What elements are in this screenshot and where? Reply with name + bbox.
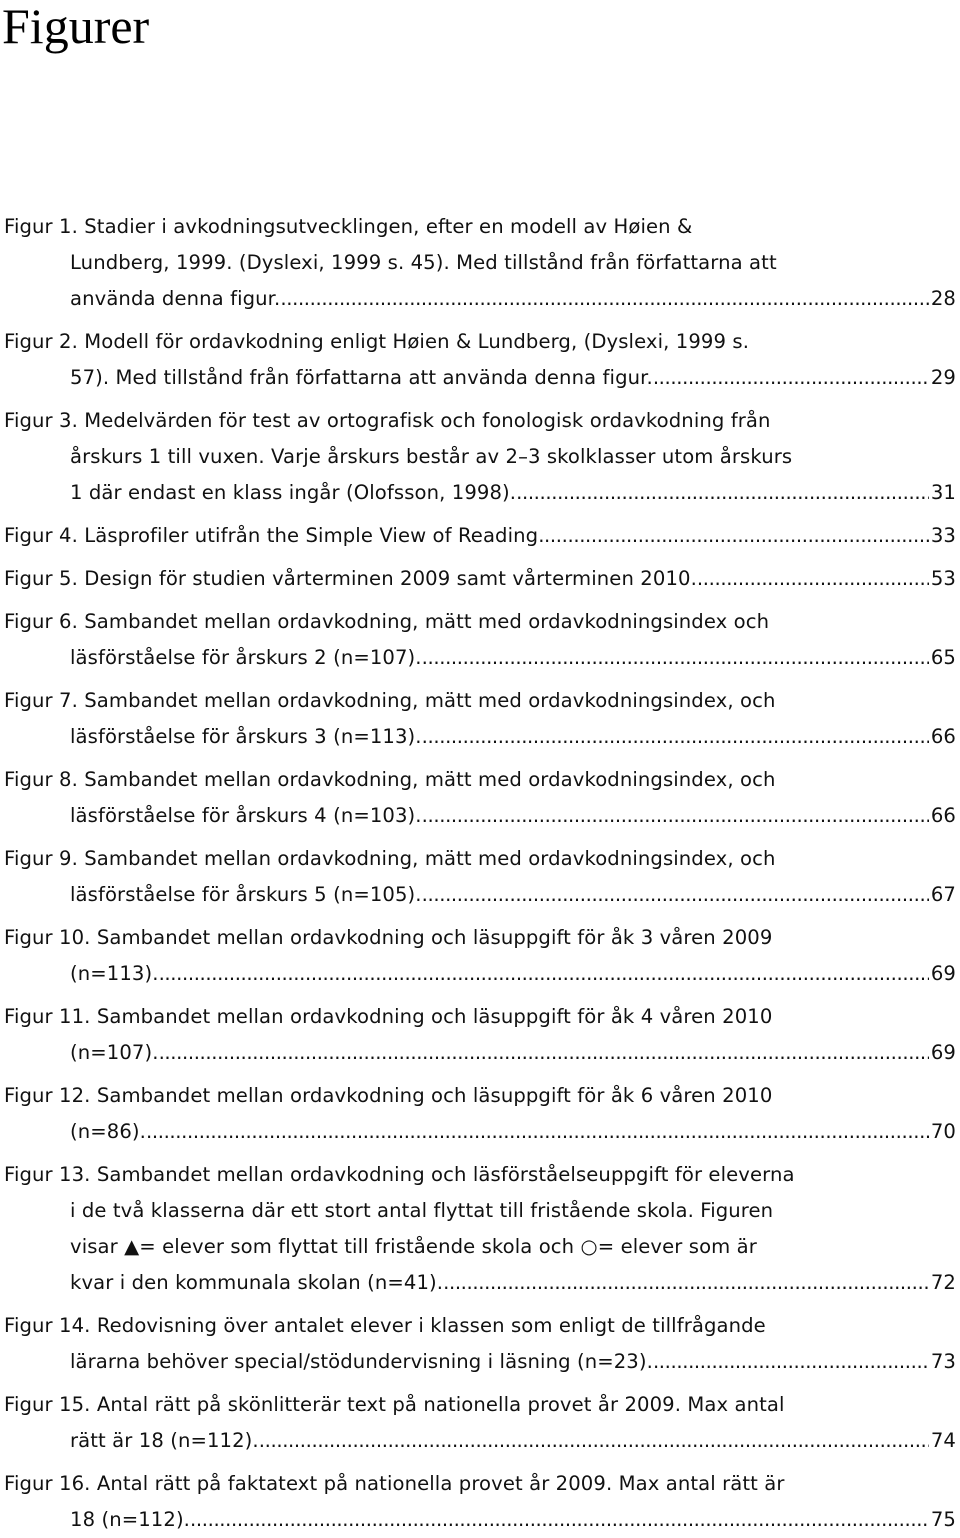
figure-entry[interactable] <box>4 561 956 597</box>
figure-entry[interactable] <box>4 604 956 676</box>
figure-entry-text: 18 (n=112). <box>70 1508 191 1531</box>
figure-entry-line: Figur 16. Antal rätt på faktatext på nationella provet år 2009. Max antal rätt är <box>4 1472 785 1495</box>
figure-entry-text: läsförståelse för årskurs 2 (n=107). <box>70 646 422 669</box>
figure-entry-last-line <box>4 956 956 992</box>
figure-entry-line: Figur 14. Redovisning över antalet elever i klassen som enligt de tillfrågande <box>4 1314 766 1337</box>
figure-entry[interactable] <box>4 1078 956 1150</box>
page-number: 65 <box>930 646 956 669</box>
figure-entry[interactable] <box>4 518 956 554</box>
page-number: 69 <box>930 1041 956 1064</box>
figure-entry-line: Figur 2. Modell för ordavkodning enligt Høien & Lundberg, (Dyslexi, 1999 s. <box>4 330 750 353</box>
dot-leader <box>190 1502 929 1538</box>
figure-entry-line: Figur 1. Stadier i avkodningsutvecklingen, efter en modell av Høien & <box>4 215 693 238</box>
figure-entry-text: (n=86). <box>70 1120 146 1143</box>
figure-entry[interactable] <box>4 1387 956 1459</box>
dot-leader <box>443 1265 929 1301</box>
dot-leader <box>159 1035 929 1071</box>
figure-entry-line: Figur 13. Sambandet mellan ordavkodning och läsförståelseuppgift för eleverna <box>4 1163 795 1186</box>
figure-entry[interactable] <box>4 999 956 1071</box>
dot-leader <box>159 956 929 992</box>
figure-entry-last-line <box>4 475 956 511</box>
figure-entry-text: (n=107). <box>70 1041 159 1064</box>
figure-entry-line: Figur 3. Medelvärden för test av ortografisk och fonologisk ordavkodning från <box>4 409 771 432</box>
page-number: 29 <box>930 366 956 389</box>
figure-entry[interactable] <box>4 324 956 396</box>
figure-entry-text: läsförståelse för årskurs 3 (n=113). <box>70 725 422 748</box>
figure-entry-text: (n=113). <box>70 962 159 985</box>
figure-entry[interactable] <box>4 841 956 913</box>
dot-leader <box>422 877 929 913</box>
figure-entry-line: Figur 15. Antal rätt på skönlitterär text på nationella provet år 2009. Max antal <box>4 1393 785 1416</box>
figure-entry-last-line <box>4 518 956 554</box>
figure-entry-last-line <box>4 640 956 676</box>
figure-entry[interactable] <box>4 683 956 755</box>
figure-entry-text: använda denna figur. <box>70 287 281 310</box>
figure-entry-text: läsförståelse för årskurs 4 (n=103). <box>70 804 422 827</box>
page-number: 74 <box>930 1429 956 1452</box>
page-number: 53 <box>930 567 956 590</box>
figure-entry-last-line <box>4 281 956 317</box>
dot-leader <box>146 1114 929 1150</box>
dot-leader <box>538 518 929 554</box>
figure-entry-text: 1 där endast en klass ingår (Olofsson, 1998). <box>70 481 517 504</box>
figure-entry[interactable] <box>4 762 956 834</box>
figure-entry-last-line <box>4 1265 956 1301</box>
figure-entry-last-line <box>4 719 956 755</box>
dot-leader <box>280 281 928 317</box>
page-number: 66 <box>930 804 956 827</box>
figure-entry[interactable] <box>4 1466 956 1538</box>
figure-entry-last-line <box>4 1423 956 1459</box>
figure-entry[interactable] <box>4 1157 956 1301</box>
figure-entry-line: Figur 6. Sambandet mellan ordavkodning, mätt med ordavkodningsindex och <box>4 610 770 633</box>
page-number: 72 <box>930 1271 956 1294</box>
figure-entry-line: Figur 12. Sambandet mellan ordavkodning och läsuppgift för åk 6 våren 2010 <box>4 1084 773 1107</box>
figure-entry-line: Figur 7. Sambandet mellan ordavkodning, mätt med ordavkodningsindex, och <box>4 689 776 712</box>
figure-entry-text: kvar i den kommunala skolan (n=41). <box>70 1271 444 1294</box>
dot-leader <box>653 1344 929 1380</box>
figure-entry-text: 57). Med tillstånd från författarna att använda denna figur. <box>70 366 653 389</box>
figure-entry[interactable] <box>4 403 956 511</box>
figure-entry-text: läsförståelse för årskurs 5 (n=105). <box>70 883 422 906</box>
page-title: Figurer <box>2 0 150 54</box>
page-number: 73 <box>930 1350 956 1373</box>
page-number: 69 <box>930 962 956 985</box>
figure-entry-line: Figur 9. Sambandet mellan ordavkodning, mätt med ordavkodningsindex, och <box>4 847 776 870</box>
figure-entry-text: lärarna behöver special/stödundervisning i läsning (n=23). <box>70 1350 653 1373</box>
page-number: 75 <box>930 1508 956 1531</box>
dot-leader <box>422 719 929 755</box>
page-number: 70 <box>930 1120 956 1143</box>
figure-entry-last-line <box>4 1035 956 1071</box>
figure-entry-line: Figur 10. Sambandet mellan ordavkodning och läsuppgift för åk 3 våren 2009 <box>4 926 773 949</box>
figure-entry-line: Figur 8. Sambandet mellan ordavkodning, mätt med ordavkodningsindex, och <box>4 768 776 791</box>
page-number: 33 <box>930 524 956 547</box>
figure-entry-line: årskurs 1 till vuxen. Varje årskurs består av 2–3 skolklasser utom årskurs <box>70 445 793 468</box>
dot-leader <box>516 475 929 511</box>
figure-entry-line: visar ▲= elever som flyttat till fristående skola och ○= elever som är <box>70 1235 757 1258</box>
dot-leader <box>259 1423 929 1459</box>
figure-entry-last-line <box>4 798 956 834</box>
figure-entry-last-line <box>4 1344 956 1380</box>
figure-entry[interactable] <box>4 1308 956 1380</box>
dot-leader <box>697 561 929 597</box>
figure-entry-line: Lundberg, 1999. (Dyslexi, 1999 s. 45). Med tillstånd från författarna att <box>70 251 777 274</box>
figure-entry-last-line <box>4 877 956 913</box>
figure-entry-last-line <box>4 1502 956 1538</box>
figure-entry-last-line <box>4 360 956 396</box>
figure-entry-text: Figur 5. Design för studien vårterminen 2009 samt vårterminen 2010. <box>4 567 697 590</box>
figure-entry-last-line <box>4 1114 956 1150</box>
page-number: 67 <box>930 883 956 906</box>
figure-entry-line: Figur 11. Sambandet mellan ordavkodning och läsuppgift för åk 4 våren 2010 <box>4 1005 773 1028</box>
page-number: 28 <box>930 287 956 310</box>
figure-entry[interactable] <box>4 209 956 317</box>
page-number: 31 <box>930 481 956 504</box>
figure-entry-line: i de två klasserna där ett stort antal flyttat till fristående skola. Figuren <box>70 1199 774 1222</box>
dot-leader <box>653 360 929 396</box>
figure-entry[interactable] <box>4 920 956 992</box>
page-number: 66 <box>930 725 956 748</box>
dot-leader <box>422 798 929 834</box>
figure-entry-text: rätt är 18 (n=112). <box>70 1429 259 1452</box>
dot-leader <box>422 640 929 676</box>
figure-entry-text: Figur 4. Läsprofiler utifrån the Simple View of Reading <box>4 524 539 547</box>
figure-entry-last-line <box>4 561 956 597</box>
